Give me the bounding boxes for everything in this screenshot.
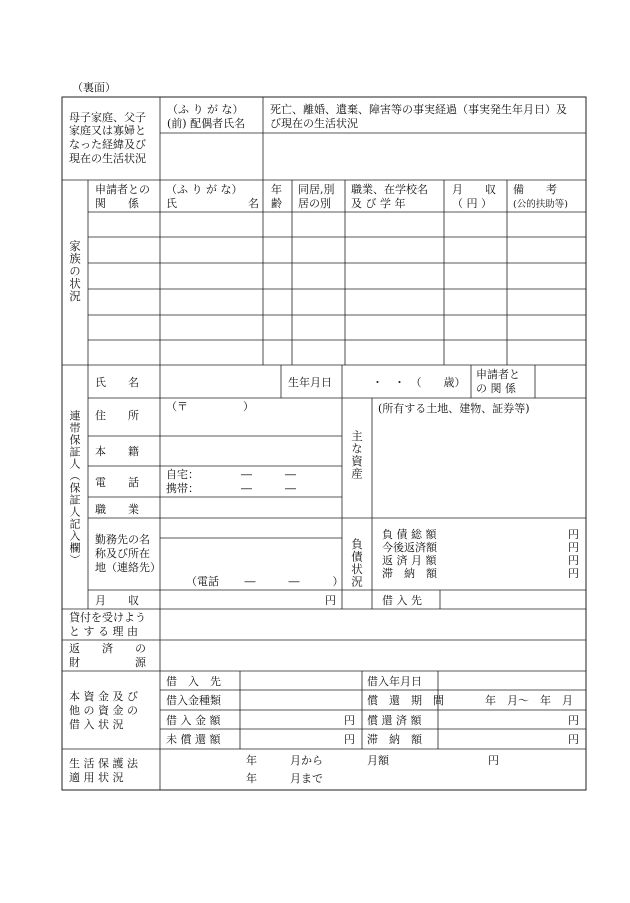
- guarantor-occupation-label: 職 業: [95, 503, 139, 516]
- loan-type-label: 借入金種類: [166, 694, 221, 707]
- guarantor-relation-label: 申請者と: [476, 368, 520, 381]
- guarantor-name-label: 氏 名: [95, 376, 139, 389]
- circumstances-detail-label-2: び現在の生活状況: [270, 117, 358, 130]
- other-loans-label: 本 資 金 及 び: [69, 690, 138, 703]
- debt-monthly-label: 返 済 月 額: [382, 554, 437, 567]
- family-col-notes: 備 考: [513, 183, 557, 196]
- family-col-notes-sub: (公的扶助等): [513, 199, 568, 210]
- welfare-to-field[interactable]: 年 月まで: [246, 772, 323, 785]
- repay-period-label: 償 還 期 間: [367, 694, 444, 707]
- welfare-from-field[interactable]: 年 月から 月額 円: [246, 754, 499, 767]
- guarantor-address-label: 住 所: [95, 409, 139, 422]
- unpaid-label: 未 償 還 額: [166, 733, 221, 746]
- spouse-name-field[interactable]: [164, 135, 262, 179]
- circumstances-detail-field[interactable]: [266, 135, 584, 179]
- loan-reason-field[interactable]: [163, 611, 584, 639]
- family-col-age: 年: [271, 183, 282, 196]
- guarantor-phone-label: 電 話: [95, 476, 139, 489]
- family-section-label: 家族の状況: [68, 240, 82, 303]
- borrow-date-label: 借入年月日: [367, 675, 422, 688]
- workplace-phone-field[interactable]: （電話 ― ― ）: [186, 575, 344, 588]
- arrears-label: 滞 納 額: [367, 733, 422, 746]
- guarantor-birthdate-field[interactable]: ・ ・ （ 歳）: [372, 376, 466, 389]
- loan-reason-label: 貸付を受けよう: [69, 611, 146, 624]
- debt-total-label: 負 債 総 額: [382, 528, 437, 541]
- repayment-source-label: 返 済 の: [69, 642, 146, 655]
- guarantor-income-label: 月 収: [95, 594, 139, 607]
- welfare-label: 生 活 保 護 法: [69, 757, 138, 770]
- back-side-label: （裏面）: [72, 81, 116, 94]
- phone-mobile-field[interactable]: 携帯： ― ―: [166, 482, 296, 495]
- family-col-cohabit: 同居,別: [298, 183, 335, 196]
- phone-home-field[interactable]: 自宅： ― ―: [166, 468, 296, 481]
- family-rows-area[interactable]: [90, 213, 584, 364]
- guarantor-domicile-label: 本 籍: [95, 445, 139, 458]
- workplace-label: 勤務先の名: [95, 533, 150, 546]
- guarantor-domicile-field[interactable]: [163, 438, 340, 465]
- guarantor-birthdate-label: 生年月日: [288, 376, 332, 389]
- repayment-source-field[interactable]: [163, 642, 584, 670]
- guarantor-income-unit: 円: [325, 594, 336, 607]
- family-col-occupation: 職業、在学校名: [351, 183, 428, 196]
- guarantor-lender-label: 借 入 先: [382, 594, 422, 607]
- postal-code-field[interactable]: （〒 ）: [166, 400, 254, 413]
- guarantor-section-label: 連帯保証人（保証人記入欄）: [68, 410, 81, 566]
- assets-label: 主な資産: [350, 430, 364, 480]
- repay-period-field[interactable]: 年 月～ 年 月: [485, 694, 573, 707]
- repaid-label: 償 還 済 額: [367, 714, 422, 727]
- debt-remaining-label: 今後返済額: [382, 541, 437, 554]
- debts-label: 負債状況: [350, 538, 364, 588]
- circumstances-detail-label: 死亡、離婚、遺棄、障害等の事実経過（事実発生年月日）及: [270, 103, 567, 116]
- guarantor-occupation-field[interactable]: [163, 499, 340, 517]
- debt-arrears-label: 滞 納 額: [382, 567, 437, 580]
- spouse-furigana-label: （ふ り が な）: [167, 103, 244, 116]
- loan-lender-label: 借 入 先: [166, 675, 221, 688]
- spouse-name-label: (前) 配偶者氏名: [167, 117, 246, 130]
- guarantor-name-field[interactable]: [163, 367, 279, 396]
- assets-field[interactable]: [375, 418, 584, 516]
- assets-note: (所有する土地、建物、証券等): [378, 402, 530, 415]
- guarantor-relation-field[interactable]: [537, 367, 584, 396]
- family-col-income: 月 収: [452, 183, 496, 196]
- loan-amount-label: 借 入 金 額: [166, 714, 221, 727]
- guarantor-lender-field[interactable]: [442, 592, 584, 608]
- family-col-relation: 申請者との: [95, 183, 150, 196]
- family-col-name: （ふ り が な）: [166, 183, 243, 196]
